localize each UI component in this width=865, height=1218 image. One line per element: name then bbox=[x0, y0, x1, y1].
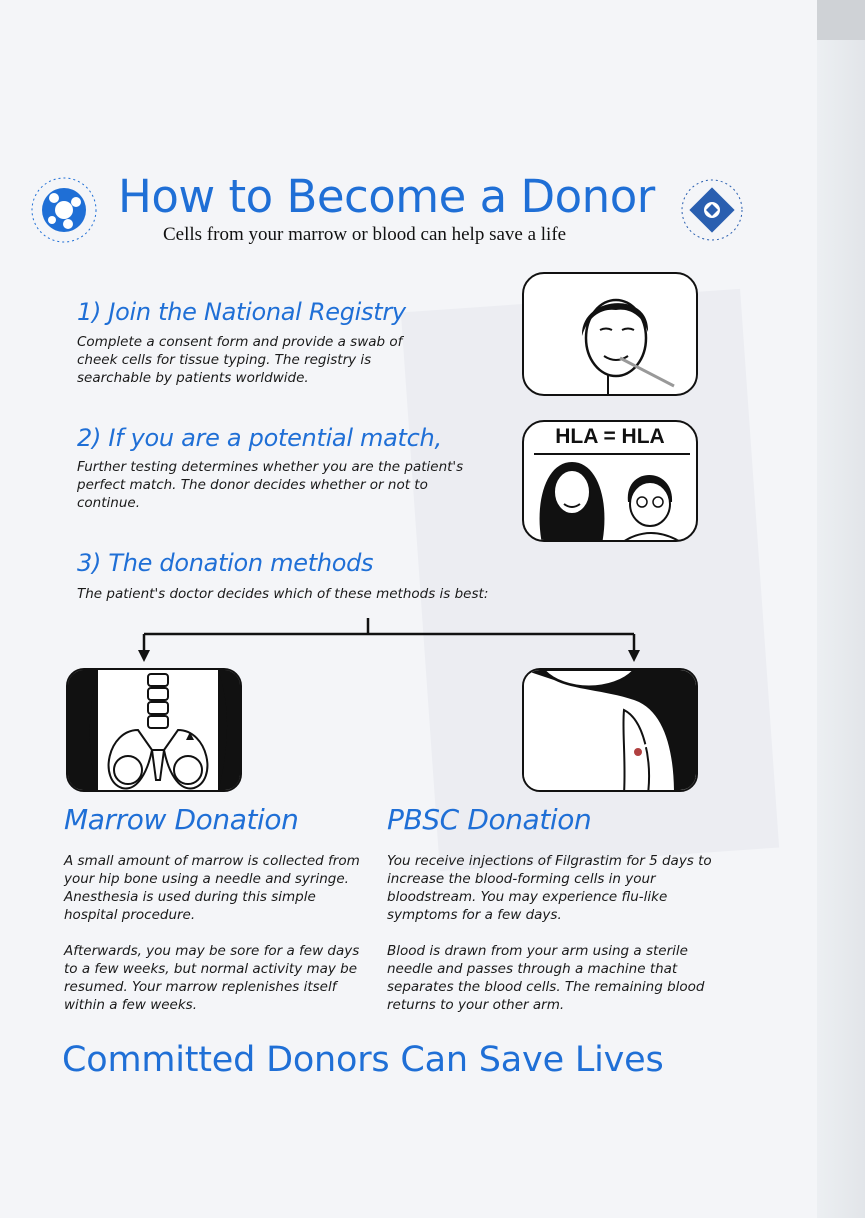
cheek-swab-icon bbox=[524, 274, 698, 396]
pbsc-donation-text bbox=[387, 852, 727, 1032]
step-3-heading: 3) The donation methods bbox=[77, 549, 374, 577]
arm-blood-draw-icon bbox=[524, 670, 698, 792]
aamm-logo bbox=[24, 170, 104, 250]
pbsc-illustration bbox=[522, 668, 698, 792]
footer-slogan: Committed Donors Can Save Lives bbox=[62, 1040, 664, 1080]
step-1-heading: 1) Join the National Registry bbox=[77, 298, 406, 326]
pbsc-paragraph-2: Blood is drawn from your arm using a sterile needle and passes through a machine that separates the blood cells. The remaining blood returns to your other arm. bbox=[387, 943, 705, 1013]
marrow-illustration bbox=[66, 668, 242, 792]
pbsc-paragraph-1: You receive injections of Filgrastim for 5 days to increase the blood-forming cells in your bloodstream. You may experience flu-like symptoms for a few days. bbox=[387, 853, 712, 923]
marrow-donation-heading: Marrow Donation bbox=[64, 803, 299, 836]
aamm-logo-icon bbox=[24, 170, 104, 250]
pbsc-donation-heading: PBSC Donation bbox=[387, 803, 592, 836]
page-title: How to Become a Donor bbox=[118, 170, 655, 223]
marrow-paragraph-2: Afterwards, you may be sore for a few days to a few weeks, but normal activity may be resumed. Your marrow replenishes itself within a few weeks. bbox=[64, 943, 360, 1013]
branch-arrows bbox=[130, 618, 650, 664]
step-2-heading: 2) If you are a potential match, bbox=[77, 424, 442, 452]
step-1-text: Complete a consent form and provide a swab of cheek cells for tissue typing. The registry is searchable by patients worldwide. bbox=[77, 334, 403, 386]
cheek-swab-illustration bbox=[522, 272, 698, 396]
step-2-text: Further testing determines whether you are the patient's perfect match. The donor decides whether or not to continue. bbox=[77, 459, 464, 511]
marrow-donation-text bbox=[64, 852, 364, 1032]
page-edge-shadow bbox=[817, 0, 865, 1218]
marrow-paragraph-1: A small amount of marrow is collected from your hip bone using a needle and syringe. Anesthesia is used during this simple hospital procedure. bbox=[64, 853, 360, 923]
hla-faces-icon bbox=[524, 422, 698, 542]
hla-label: HLA = HLA bbox=[555, 425, 665, 448]
step-3-text: The patient's doctor decides which of these methods is best: bbox=[77, 586, 489, 602]
page-edge-corner bbox=[817, 0, 865, 40]
nmdp-logo bbox=[672, 170, 752, 250]
page-subtitle: Cells from your marrow or blood can help save a life bbox=[163, 224, 567, 245]
nmdp-logo-icon bbox=[672, 170, 752, 250]
hla-match-illustration bbox=[522, 420, 698, 542]
hip-bone-icon bbox=[68, 670, 242, 792]
